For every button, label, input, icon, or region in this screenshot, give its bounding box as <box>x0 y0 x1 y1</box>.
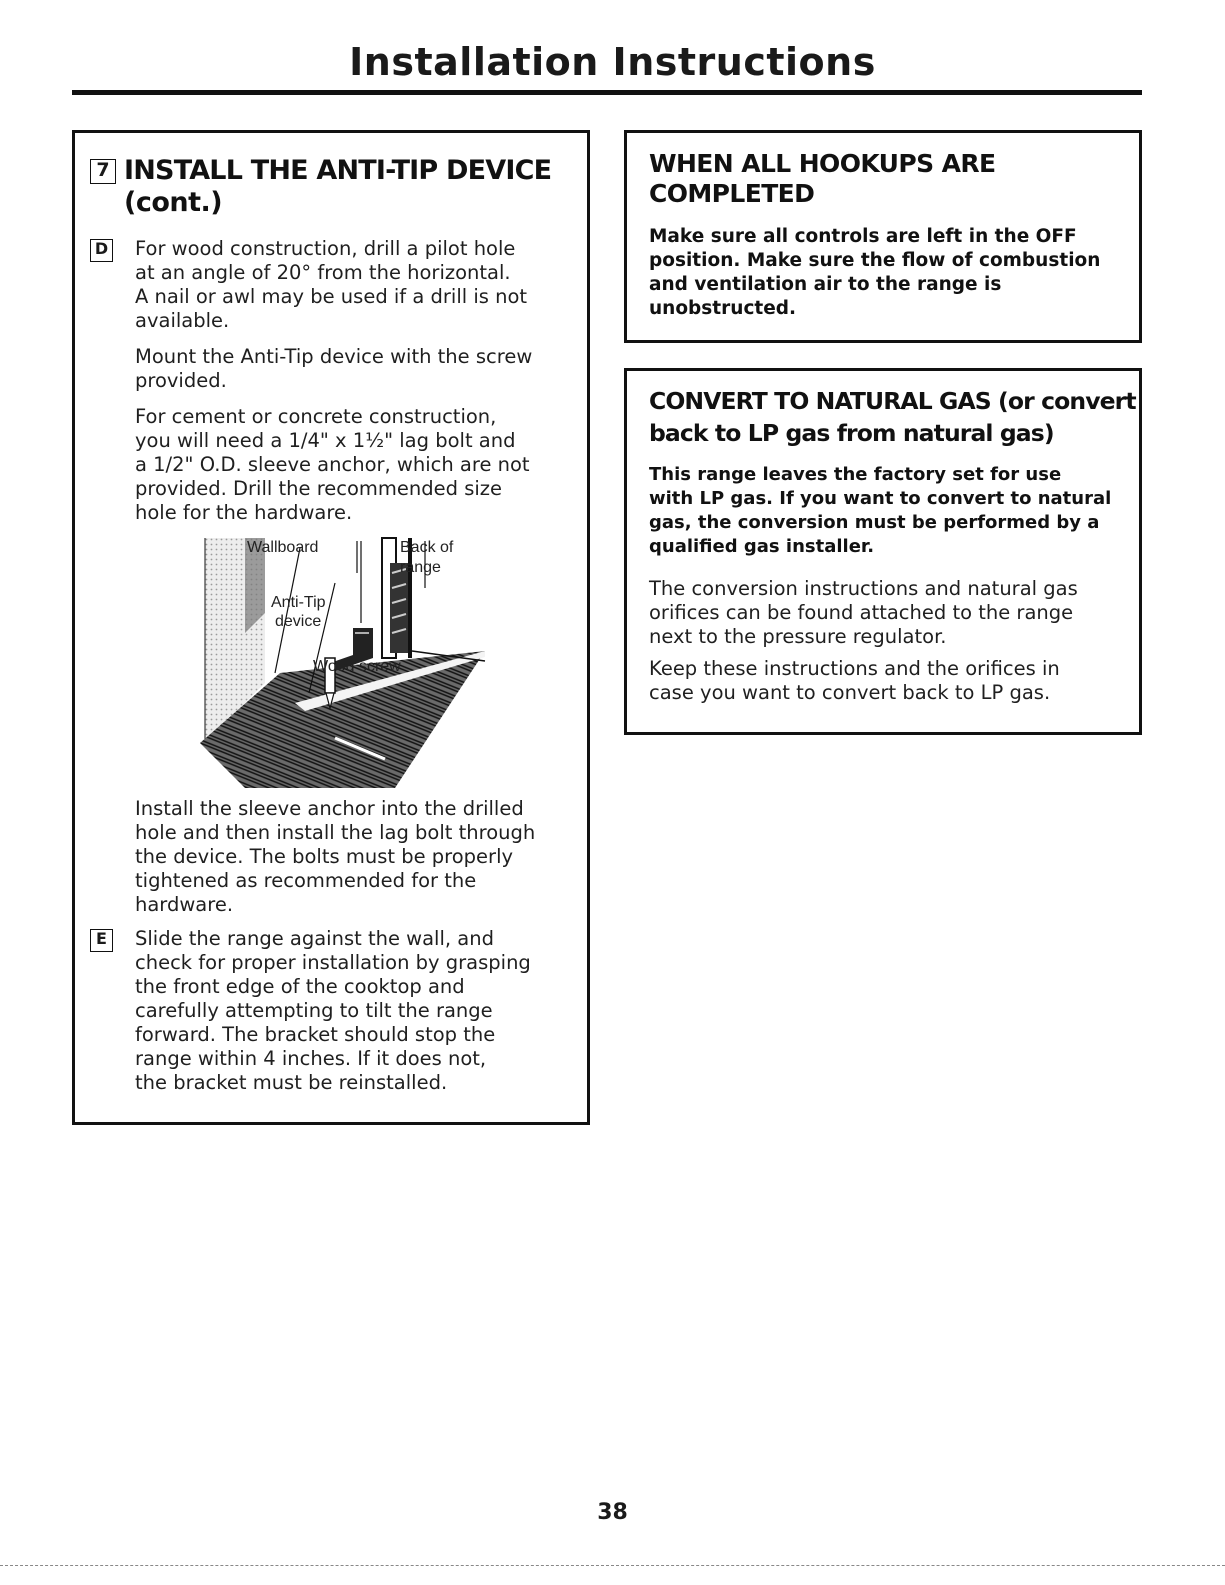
convert-paragraph-2: Keep these instructions and the orifices in case you want to convert back to LP gas. <box>649 657 1060 704</box>
substep-e-paragraph: Slide the range against the wall, and check for proper installation by grasping the front edge of the cooktop and carefully attempting to tilt the range forward. The bracket should stop the range within 4 inches. If it does not, the bracket must be reinstalled. <box>135 927 531 1094</box>
install-antitip-heading-line2: (cont.) <box>124 187 223 218</box>
hookups-heading-line1: WHEN ALL HOOKUPS ARE <box>649 149 996 178</box>
page-title: Installation Instructions <box>349 40 876 84</box>
hookups-bold-text: Make sure all controls are left in the OFF position. Make sure the flow of combustion and ventilation air to the range is unobstructed. <box>649 226 1101 319</box>
substep-d-paragraph-4: Install the sleeve anchor into the drilled hole and then install the lag bolt through the device. The bolts must be properly tightened as recommended for the hardware. <box>135 797 536 916</box>
label-wood-screw: Wood screw <box>313 658 401 675</box>
antitip-diagram <box>185 533 505 793</box>
hookups-heading-line2: COMPLETED <box>649 179 815 208</box>
label-back-of: Back of <box>400 539 454 556</box>
bottom-rule <box>0 1565 1225 1566</box>
title-rule <box>72 90 1142 95</box>
substep-d-paragraph-2: Mount the Anti-Tip device with the screw provided. <box>135 345 533 392</box>
install-antitip-section <box>72 130 590 1125</box>
convert-heading-line2: back to LP gas from natural gas) <box>649 419 1054 447</box>
step-number-badge: 7 <box>90 159 116 184</box>
substep-d-badge: D <box>90 239 113 262</box>
install-antitip-heading-line1: INSTALL THE ANTI-TIP DEVICE <box>124 155 552 186</box>
convert-natural-gas-section <box>624 368 1142 735</box>
label-wallboard: Wallboard <box>247 539 319 556</box>
convert-paragraph-1: The conversion instructions and natural gas orifices can be found attached to the range next to the pressure regulator. <box>649 577 1078 648</box>
convert-bold-text: This range leaves the factory set for use with LP gas. If you want to convert to natural gas, the conversion must be performed by a qualified gas installer. <box>649 464 1112 557</box>
label-range: range <box>400 559 441 576</box>
substep-d-paragraph-3: For cement or concrete construction, you will need a 1/4" x 1½" lag bolt and a 1/2" O.D. sleeve anchor, which are not provided. Drill the recommended size hole for the hardware. <box>135 405 530 524</box>
hookups-completed-section <box>624 130 1142 343</box>
page-number: 38 <box>597 1500 628 1525</box>
back-of-range-shape <box>382 538 412 658</box>
label-antitip: Anti-Tip <box>271 594 326 611</box>
substep-d-paragraph-1: For wood construction, drill a pilot hole at an angle of 20° from the horizontal. A nail or awl may be used if a drill is not available. <box>135 237 528 332</box>
label-device: device <box>275 613 322 630</box>
convert-heading-line1: CONVERT TO NATURAL GAS (or convert <box>649 387 1136 415</box>
substep-e-badge: E <box>90 929 113 952</box>
